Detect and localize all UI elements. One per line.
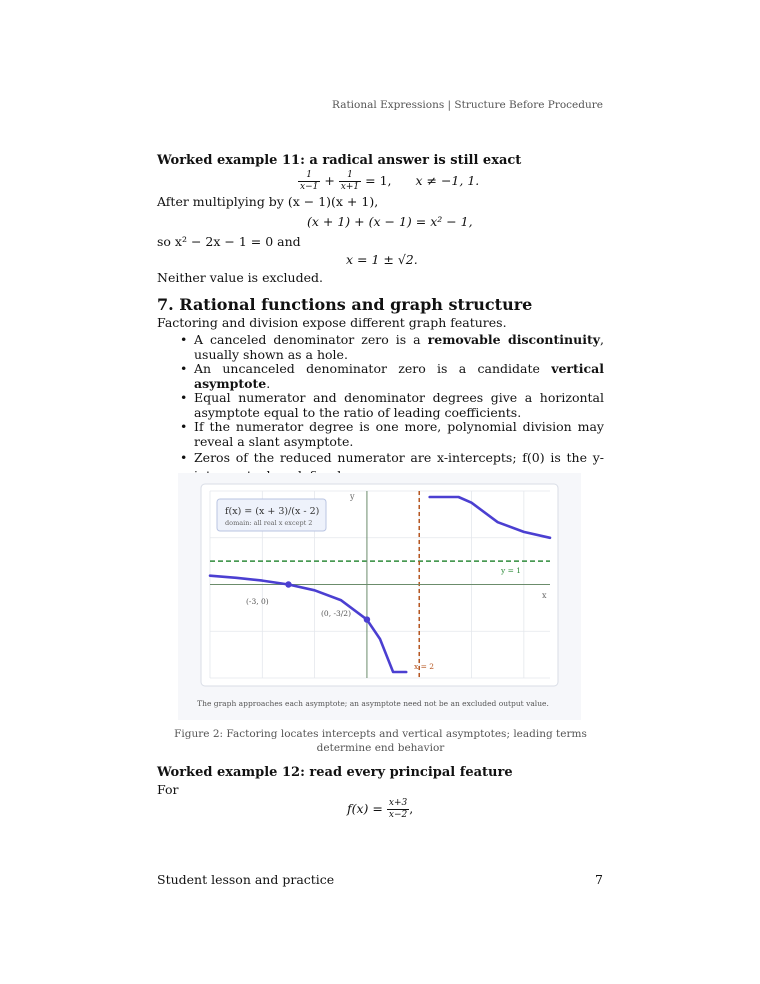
figure-inner-caption: The graph approaches each asymptote; an asymptote need not be an excluded output value. [197,699,549,708]
fraction-numerator: x+3 [388,798,408,808]
legend-box [217,499,326,531]
section-7-title: 7. Rational functions and graph structure [157,295,533,314]
bullet-bold-term: removable discontinuity [427,332,601,347]
feature-bullet-list [157,333,604,485]
bullet-text: An uncanceled denominator zero is a candidate [194,361,552,376]
figure-caption: Figure 2: Factoring locates intercepts and vertical asymptotes; leading terms determine end behavior [174,728,587,754]
fraction-1-over-x-plus-1 [339,171,361,192]
x-axis-label: x [542,591,547,600]
example-12-heading: Worked example 12: read every principal feature [157,765,513,780]
example-11-line-3: so x² − 2x − 1 = 0 and [157,234,301,249]
y-intercept-label: (0, -3/2) [321,609,351,618]
bullet-text: A canceled denominator zero is a [194,332,428,347]
figure-panel [178,473,581,720]
rational-function-graph [178,473,581,720]
bullet-slant-asymptote [157,420,604,449]
bullet-horizontal-asymptote [157,391,604,420]
example-11-heading: Worked example 11: a radical answer is still exact [157,153,522,168]
bullet-text: . [266,375,271,391]
bullet-bold-term: vertical asymptote [194,361,604,391]
excluded-values: x ≠ −1, 1. [415,173,480,188]
x-intercept-point [285,581,291,587]
fraction-numerator: 1 [339,171,361,182]
fraction-numerator: 1 [298,171,320,182]
function-fraction [387,799,409,820]
y-axis-label: y [350,492,355,501]
bullet-vertical-asymptote [157,362,604,391]
example-12-lead: For [157,782,179,797]
fraction-denominator: x−2 [388,810,408,820]
example-11-conclusion: Neither value is excluded. [157,270,323,285]
x-intercept-label: (-3, 0) [246,597,269,606]
page-number: 7 [595,872,603,887]
footer-left-text: Student lesson and practice [157,872,335,887]
section-7-intro: Factoring and division expose different graph features. [157,315,507,330]
bullet-text: If the numerator degree is one more, polynomial division may reveal a slant asymptote. [194,419,604,449]
bullet-text: , usually shown as a hole. [194,332,604,362]
bullet-text: Zeros of the reduced numerator are x-intercepts; f(0) is the y- [194,450,604,465]
example-11-equation-3: x = 1 ± √2. [346,252,418,267]
function-lhs: f(x) = [347,801,383,816]
bullet-text: Equal numerator and denominator degrees give a horizontal asymptote equal to the ratio of leading coefficients. [194,390,604,420]
fraction-denominator: x−1 [300,182,319,192]
legend-domain-note: domain: all real x except 2 [225,519,313,527]
example-12-function-definition [347,799,413,820]
bullet-removable-discontinuity [157,333,604,362]
horizontal-asymptote-label: y = 1 [501,566,522,575]
vertical-asymptote-label: x = 2 [414,662,435,671]
fraction-denominator: x+1 [340,182,360,192]
equation-rhs: = 1, [365,173,392,188]
running-head: Rational Expressions | Structure Before Procedure [332,99,603,111]
fraction-1-over-x-minus-1 [298,171,320,192]
example-11-equation-1 [298,171,479,192]
legend-title: f(x) = (x + 3)/(x - 2) [225,506,320,517]
y-intercept-point [364,616,370,622]
example-11-equation-2: (x + 1) + (x − 1) = x² − 1, [307,214,473,229]
plus-sign: + [324,173,335,188]
example-11-line-2: After multiplying by (x − 1)(x + 1), [157,194,379,209]
trailing-comma: , [409,801,414,816]
